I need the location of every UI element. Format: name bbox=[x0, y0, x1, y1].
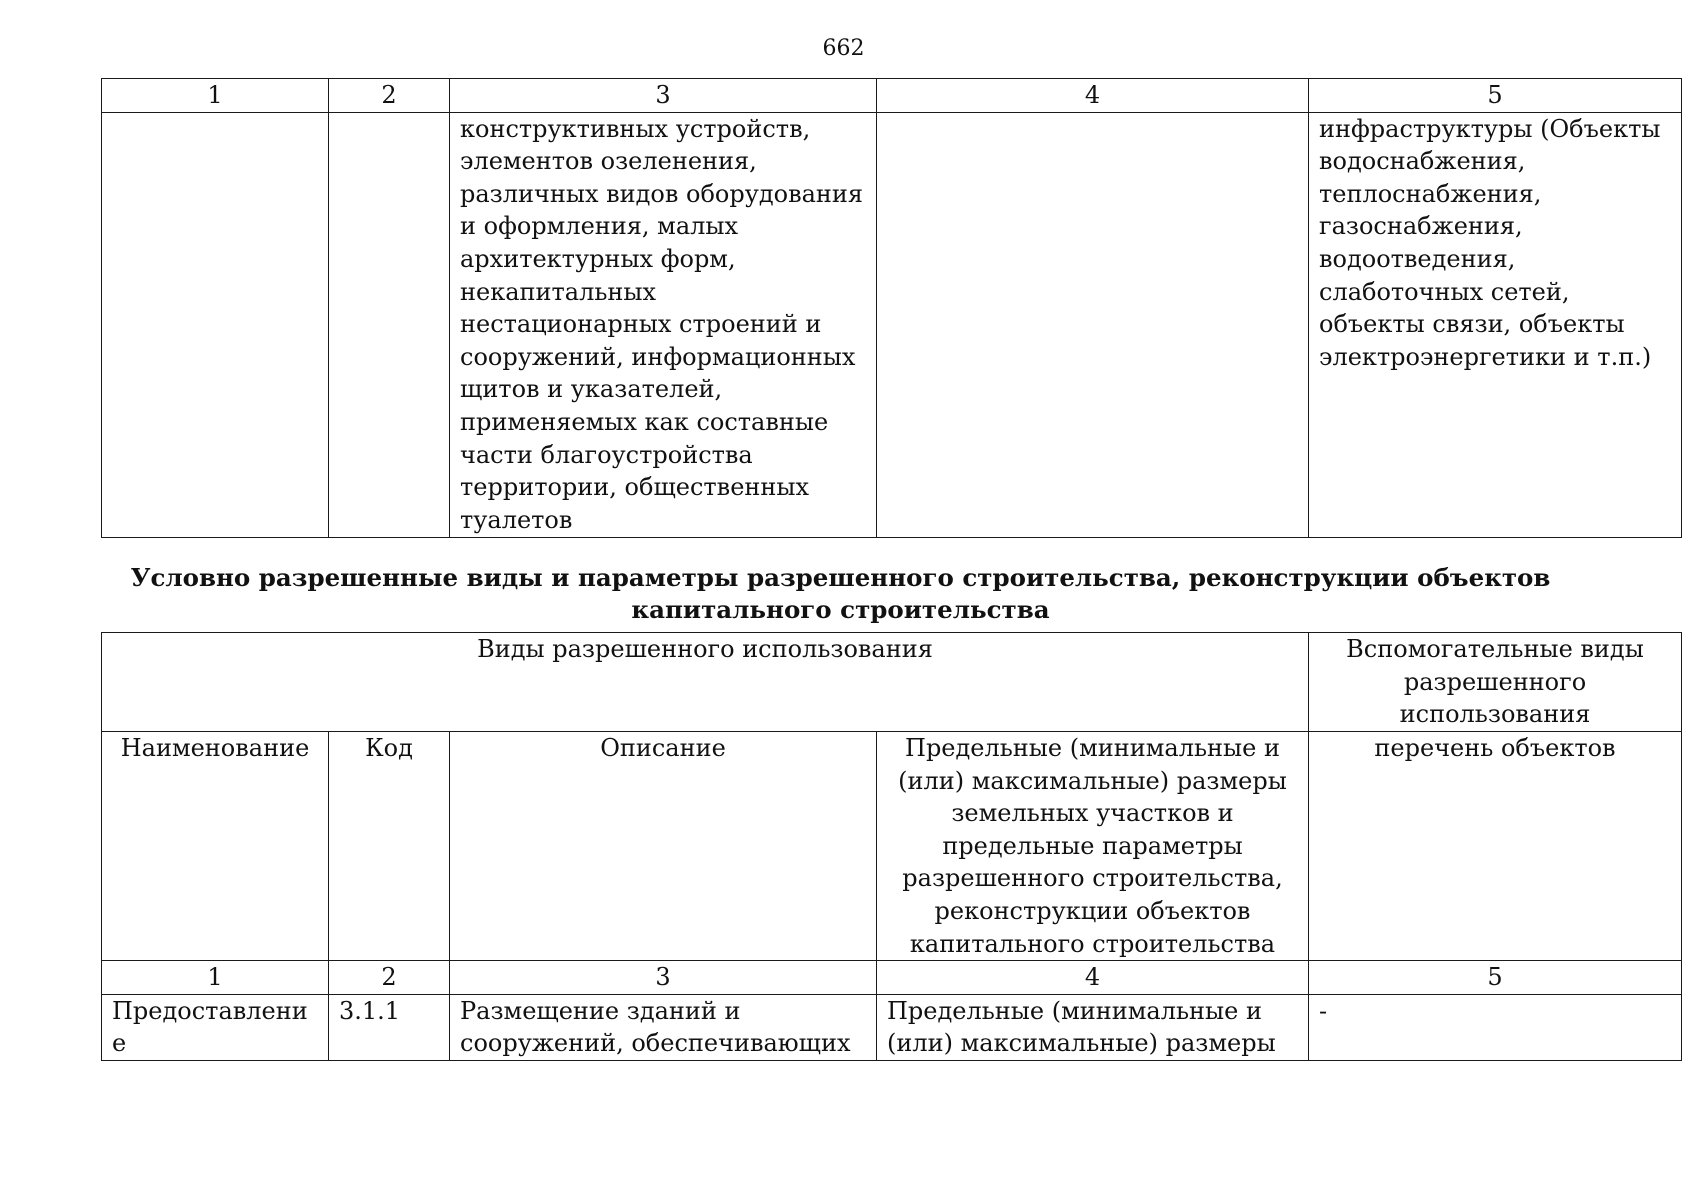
code-cell: 3.1.1 bbox=[329, 994, 450, 1060]
name-cell bbox=[102, 112, 329, 537]
column-number-5: 5 bbox=[1309, 79, 1682, 113]
column-number-4: 4 bbox=[877, 79, 1309, 113]
table-row bbox=[102, 112, 1682, 537]
column-number-2: 2 bbox=[329, 79, 450, 113]
continuation-table bbox=[101, 78, 1682, 538]
auxiliary-uses-header: Вспомогательные виды разрешенного использования bbox=[1309, 633, 1682, 732]
parameters-header: Предельные (минимальные и (или) максимальные) размеры земельных участков и предельные параметры разрешенного строительства, реконструкции объектов капитального строительства bbox=[877, 732, 1309, 961]
name-cell: Предоставлени е bbox=[102, 994, 329, 1060]
parameters-cell: Предельные (минимальные и (или) максимальные) размеры bbox=[877, 994, 1309, 1060]
page-number: 662 bbox=[822, 36, 865, 61]
name-header: Наименование bbox=[102, 732, 329, 961]
column-number-1: 1 bbox=[102, 79, 329, 113]
description-header: Описание bbox=[450, 732, 877, 961]
permitted-uses-header: Виды разрешенного использования bbox=[102, 633, 1309, 732]
description-cell: Размещение зданий и сооружений, обеспечивающих bbox=[450, 994, 877, 1060]
column-number-3: 3 bbox=[450, 961, 877, 995]
parameters-cell bbox=[877, 112, 1309, 537]
column-number-1: 1 bbox=[102, 961, 329, 995]
column-number-4: 4 bbox=[877, 961, 1309, 995]
objects-list-cell: - bbox=[1309, 994, 1682, 1060]
code-header: Код bbox=[329, 732, 450, 961]
description-cell: конструктивных устройств, элементов озеленения, различных видов оборудования и оформления, малых архитектурных форм, некапитальных нестационарных строений и сооружений, информационных щитов и указателей, применяемых как составные части благоустройства территории, общественных туалетов bbox=[450, 112, 877, 537]
column-number-2: 2 bbox=[329, 961, 450, 995]
objects-list-header: перечень объектов bbox=[1309, 732, 1682, 961]
group-header-row bbox=[102, 633, 1682, 732]
column-number-row bbox=[102, 79, 1682, 113]
auxiliary-cell: инфраструктуры (Объекты водоснабжения, теплоснабжения, газоснабжения, водоотведения, слаботочных сетей, объекты связи, объекты электроэнергетики и т.п.) bbox=[1309, 112, 1682, 537]
column-header-row bbox=[102, 732, 1682, 961]
section-heading: Условно разрешенные виды и параметры разрешенного строительства, реконструкции объектов капитального строительства bbox=[130, 563, 1551, 624]
code-cell bbox=[329, 112, 450, 537]
table-row bbox=[102, 994, 1682, 1060]
conditional-uses-table bbox=[101, 632, 1682, 1061]
column-number-5: 5 bbox=[1309, 961, 1682, 995]
column-number-row bbox=[102, 961, 1682, 995]
column-number-3: 3 bbox=[450, 79, 877, 113]
